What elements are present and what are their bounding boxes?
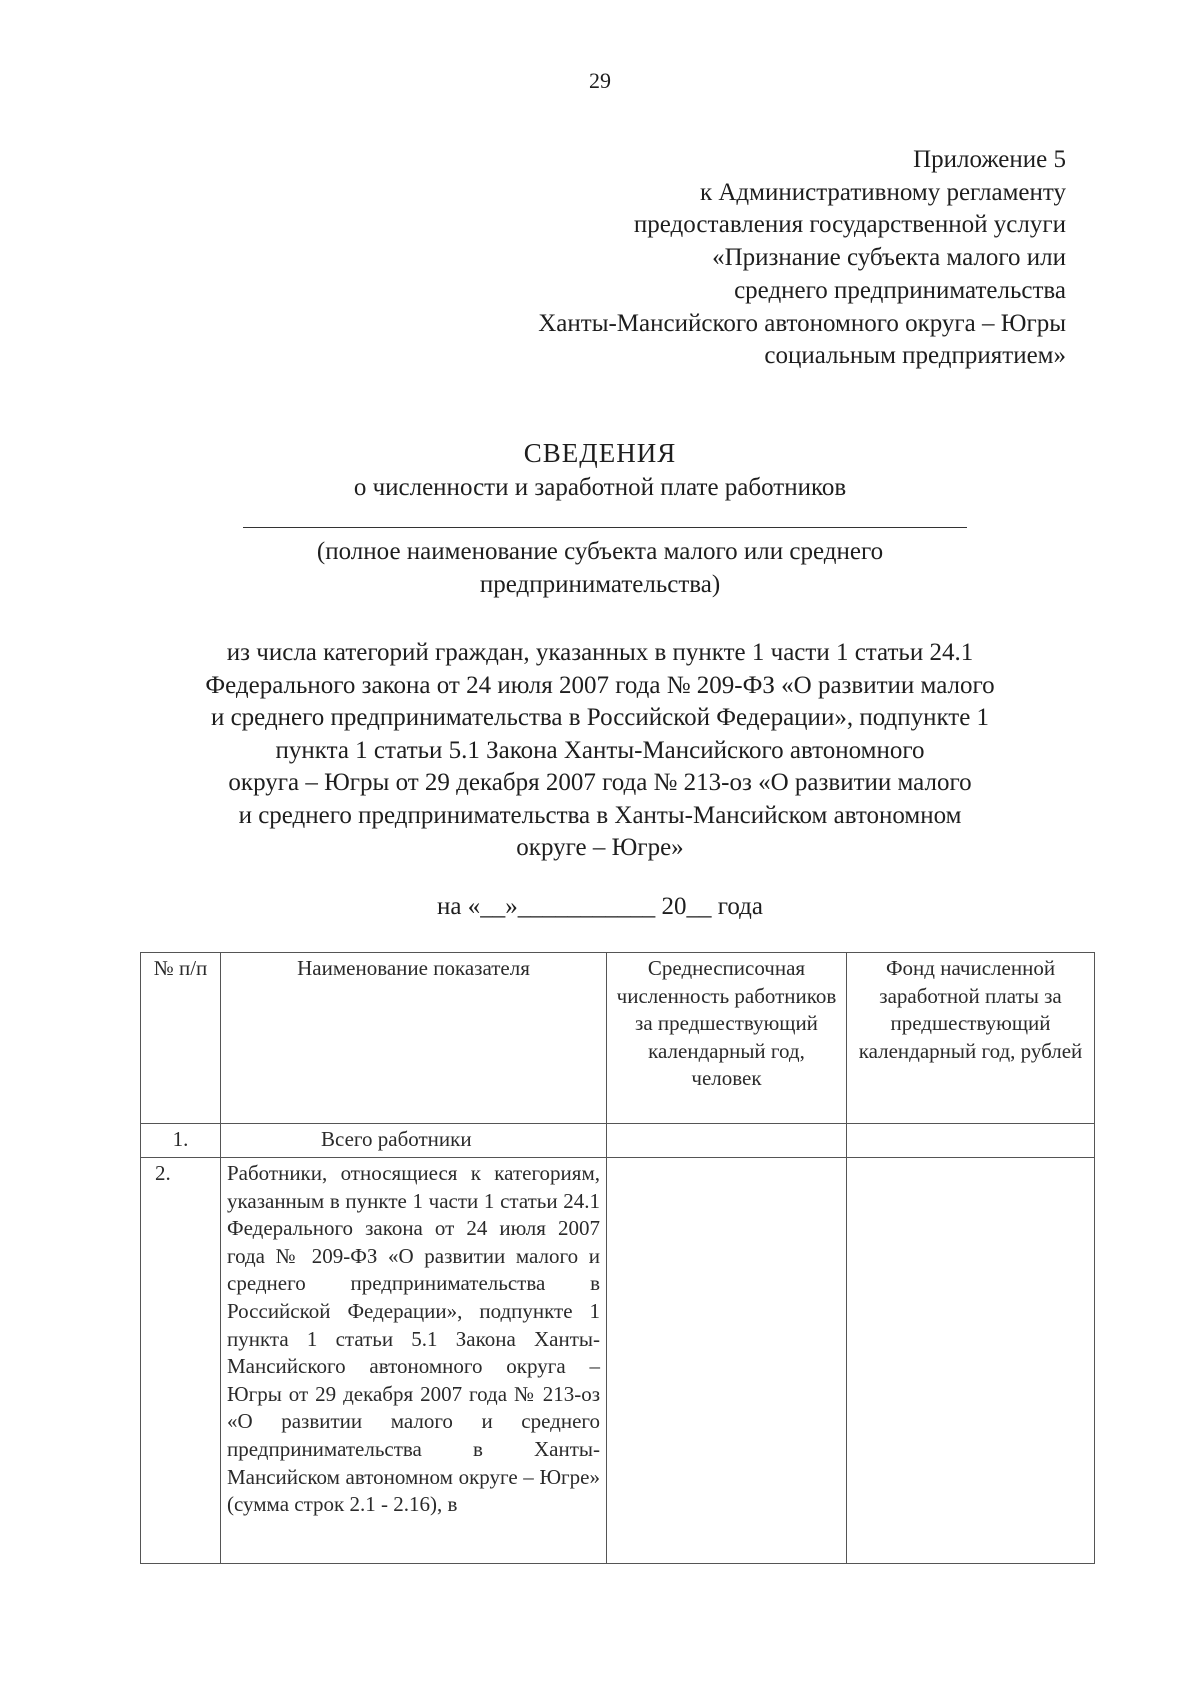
header-count: Среднесписочная численность работников за предшествующий календарный год, человек <box>607 953 847 1124</box>
employees-table <box>140 952 1095 1564</box>
hint-line: предпринимательства) <box>479 571 721 598</box>
appendix-line: Приложение 5 <box>913 146 1066 173</box>
entity-name-blank-line <box>243 527 967 528</box>
table-row <box>141 1158 1095 1564</box>
row-num: 1. <box>141 1124 221 1158</box>
basis-line: из числа категорий граждан, указанных в пункте 1 части 1 статьи 24.1 <box>226 639 974 666</box>
report-date-line: на «__»___________ 20__ года <box>437 893 763 920</box>
basis-line: округа – Югры от 29 декабря 2007 года № 213-оз «О развитии малого <box>228 769 972 796</box>
basis-line: пункта 1 статьи 5.1 Закона Ханты-Мансийского автономного <box>275 736 925 764</box>
legal-basis-paragraph <box>0 637 1200 865</box>
appendix-line: социальным предприятием» <box>764 342 1066 370</box>
appendix-reference <box>366 144 1066 373</box>
header-name: Наименование показателя <box>221 953 607 1124</box>
row-name: Всего работники <box>221 1124 607 1158</box>
row-fund-cell <box>847 1124 1095 1158</box>
document-subtitle: о численности и заработной плате работников <box>353 474 847 501</box>
header-num: № п/п <box>141 953 221 1124</box>
appendix-line: к Административному регламенту <box>699 178 1066 206</box>
basis-line: и среднего предпринимательства в Российской Федерации», подпункте 1 <box>210 704 990 731</box>
appendix-line: Ханты-Мансийского автономного округа – Югры <box>538 309 1066 337</box>
basis-line: округе – Югре» <box>516 834 684 861</box>
appendix-line: среднего предпринимательства <box>734 276 1066 304</box>
basis-line: Федерального закона от 24 июля 2007 года № 209-ФЗ «О развитии малого <box>205 671 995 699</box>
entity-name-hint <box>0 535 1200 601</box>
document-title: СВЕДЕНИЯ <box>523 438 677 468</box>
page-number: 29 <box>589 68 611 93</box>
row-count-cell <box>607 1158 847 1564</box>
basis-line: и среднего предпринимательства в Ханты-Мансийском автономном <box>238 801 962 829</box>
row-num: 2. <box>141 1158 221 1564</box>
row-count-cell <box>607 1124 847 1158</box>
appendix-line: предоставления государственной услуги <box>633 211 1066 239</box>
hint-line: (полное наименование субъекта малого или среднего <box>316 538 884 565</box>
row-name: Работники, относящиеся к категориям, указанным в пункте 1 части 1 статьи 24.1 Федерального закона от 24 июля 2007 года № 209-ФЗ «О развитии малого и среднего предпринимательства в Российской Федерации», подпункте 1 пункта 1 статьи 5.1 Закона Ханты-Мансийского автономного округа – Югры от 29 декабря 2007 года № 213-оз «О развитии малого и среднего предпринимательства в Ханты-Мансийском автономном округе – Югре» (сумма строк 2.1 - 2.16), в <box>221 1158 607 1564</box>
row-fund-cell <box>847 1158 1095 1564</box>
appendix-line: «Признание субъекта малого или <box>712 244 1066 272</box>
table-header-row <box>141 953 1095 1124</box>
table-row <box>141 1124 1095 1158</box>
header-fund: Фонд начисленной заработной платы за предшествующий календарный год, рублей <box>847 953 1095 1124</box>
